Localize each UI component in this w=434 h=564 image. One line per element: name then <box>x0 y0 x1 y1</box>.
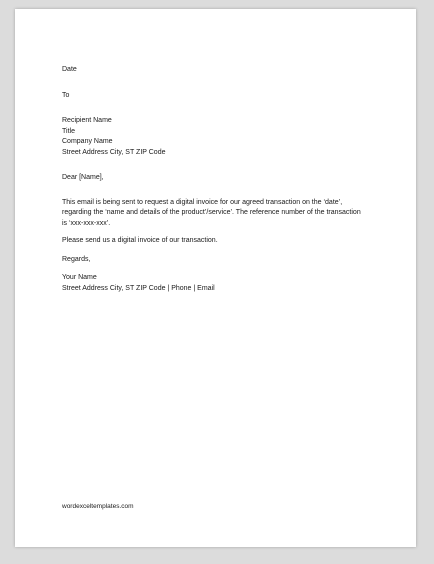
recipient-company: Company Name <box>62 138 113 145</box>
recipient-address: Street Address City, ST ZIP Code <box>62 148 166 156</box>
date-line: Date <box>62 66 77 73</box>
footer-website: wordexceltemplates.com <box>62 503 134 510</box>
letter-body <box>62 65 362 294</box>
sender-name: Your Name <box>62 274 97 281</box>
closing: Regards, <box>62 255 91 263</box>
recipient-title: Title <box>62 127 75 135</box>
document-page <box>15 9 416 547</box>
salutation: Dear [Name], <box>62 174 104 181</box>
sender-contact: Street Address City, ST ZIP Code | Phone | Email <box>62 284 215 292</box>
to-line: To <box>62 91 70 99</box>
body-paragraph-1: This email is being sent to request a digital invoice for our agreed transaction on the ‘date’, regarding the ‘name and details of the product’/service’. The reference number of the transaction is ‘xxx-xxx-xxx’. <box>62 198 361 227</box>
body-paragraph-2: Please send us a digital invoice of our transaction. <box>62 237 218 244</box>
recipient-name: Recipient Name <box>62 117 112 124</box>
